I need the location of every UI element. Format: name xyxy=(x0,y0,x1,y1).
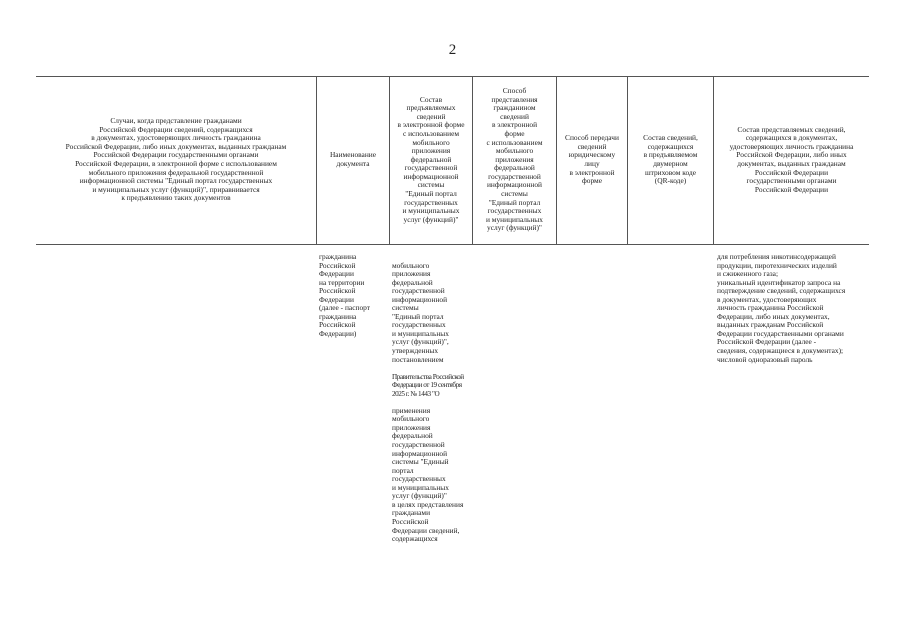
table-header-transfer-method xyxy=(557,77,627,243)
table-cell-provided-data: для потребления никотинсодержащей продукции, пиротехнических изделий и сжиженного газа; уникальный идентификатор запроса на подтверждение сведений, содержащихся в документах, удостоверяющих личность гражданина Российской Федерации, либо иных документах, выданных гражданам Российской Федерации государственными органами Российской Федерации (далее - сведения, содержащиеся в документах); числовой одноразовый пароль xyxy=(717,252,846,364)
table-header-document-name xyxy=(317,77,389,243)
table-header-provided-data xyxy=(714,77,869,243)
header-text: Состав представляемых сведений, содержащихся в документах, удостоверяющих личность гражданина Российской Федерации, либо иных документах, выданных гражданам Российской Федерации государственными органами Российской Федерации xyxy=(729,124,854,194)
page-number: 2 xyxy=(448,42,457,58)
table-header-presentation-method xyxy=(473,77,556,243)
header-text: Состав предъявляемых сведений в электронной форме с использованием мобильного приложения федеральной государственной информационной системы "Единый портал государственных и муниципальных услуг (функций)" xyxy=(397,94,465,224)
table-header-presented-data xyxy=(390,77,472,243)
table-header-cases xyxy=(36,77,316,243)
header-text: Состав сведений, содержащихся в предъявляемом двумерном штриховом коде (QR-коде) xyxy=(643,133,698,186)
header-text: Случаи, когда представление гражданами Российской Федерации сведений, содержащихся в документах, удостоверяющих личность гражданина Российской Федерации, либо иных документах, выданных гражданам Российской Федерации государственными органами Российской Федерации, в электронной форме с использованием мобильного приложения федеральной государственной информационной системы "Единый портал государственных и муниципальных услуг (функций)", приравнивается к предъявлению таких документов xyxy=(65,116,287,203)
cell-text-part: применения мобильного приложения федеральной государственной информационной системы "Единый портал государственных и муниципальных услуг (функций)" в целях представления гражданами Российской Федерации сведений, содержащихся xyxy=(392,405,464,544)
table-header-bottom-border xyxy=(36,244,869,245)
cell-text-part-condensed: Правительства Российской Федерации от 19 сентября 2025 г. № 1443 "О xyxy=(392,372,464,398)
header-text: Способ представления гражданином сведений в электронной форме с использованием мобильного приложения федеральной государственной информационной системы "Единый портал государственных и муниципальных услуг (функций)" xyxy=(486,85,543,233)
table-cell-presented-data xyxy=(392,253,482,552)
table-cell-document-name: гражданина Российской Федерации на территории Российской Федерации (далее - паспорт гражданина Российской Федерации) xyxy=(319,252,370,338)
header-text: Наименование документа xyxy=(329,150,377,168)
header-text: Способ передачи сведений юридическому лицу в электронной форме xyxy=(565,133,619,186)
table-header-qr-contents xyxy=(628,77,713,243)
cell-text-part: мобильного приложения федеральной государственной информационной системы "Единый портал государственных и муниципальных услуг (функций)", утвержденных постановлением xyxy=(392,260,449,364)
